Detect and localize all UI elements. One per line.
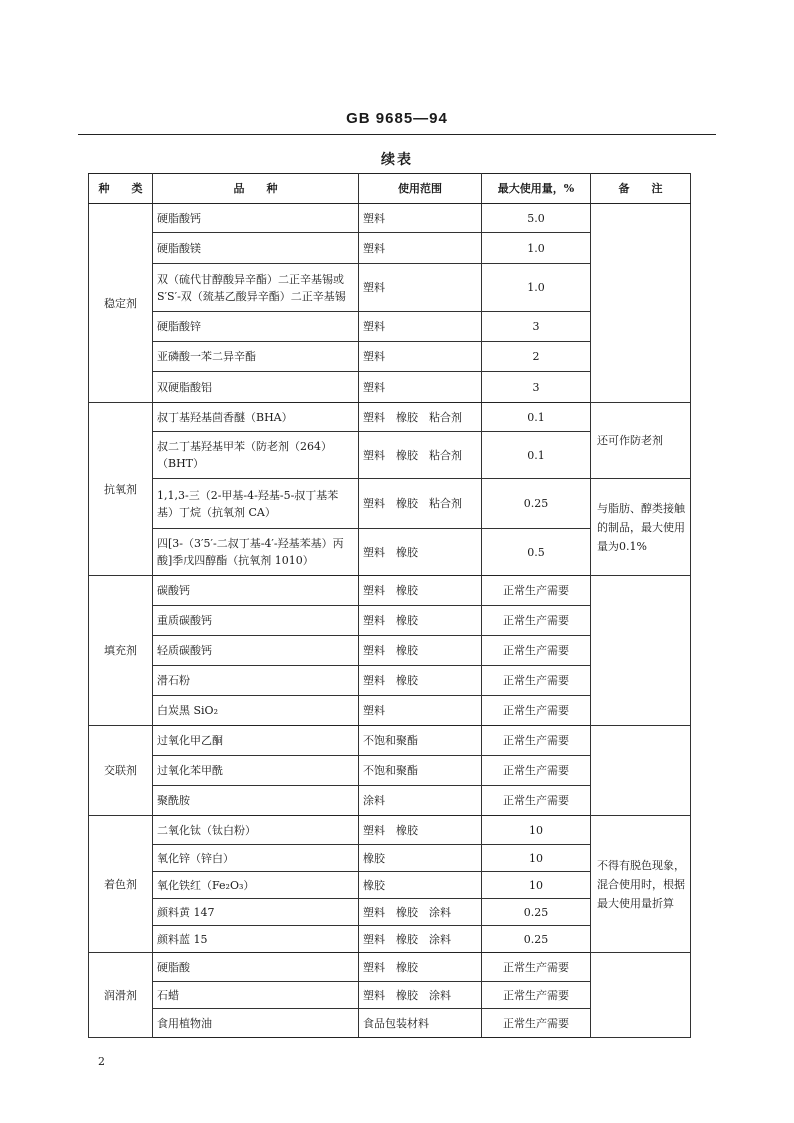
variety-cell: 1,1,3-三（2-甲基-4-羟基-5-叔丁基苯基）丁烷（抗氧剂 CA） — [153, 479, 359, 529]
max-usage-cell: 正常生产需要 — [482, 666, 591, 696]
variety-cell: 聚酰胺 — [153, 786, 359, 816]
table-row — [89, 204, 691, 233]
col-header-max-usage: 最大使用量，% — [482, 174, 591, 204]
max-usage-cell: 正常生产需要 — [482, 606, 591, 636]
additive-table — [88, 173, 691, 1038]
variety-cell: 氧化锌（锌白） — [153, 845, 359, 872]
scope-cell: 塑料 橡胶 涂料 — [359, 982, 482, 1009]
variety-cell: 过氧化甲乙酮 — [153, 726, 359, 756]
variety-cell: 叔二丁基羟基甲苯（防老剂（264）（BHT） — [153, 432, 359, 479]
col-header-category: 种 类 — [89, 174, 153, 204]
scope-cell: 不饱和聚酯 — [359, 756, 482, 786]
variety-cell: 氧化铁红（Fe₂O₃） — [153, 872, 359, 899]
category-cell: 填充剂 — [89, 576, 153, 726]
max-usage-cell: 10 — [482, 816, 591, 845]
category-cell: 稳定剂 — [89, 204, 153, 403]
max-usage-cell: 正常生产需要 — [482, 636, 591, 666]
scope-cell: 塑料 — [359, 264, 482, 312]
variety-cell: 硬脂酸钙 — [153, 204, 359, 233]
variety-cell: 双硬脂酸铝 — [153, 372, 359, 403]
max-usage-cell: 0.1 — [482, 403, 591, 432]
remarks-cell — [591, 204, 691, 403]
variety-cell: 亚磷酸一苯二异辛酯 — [153, 342, 359, 372]
variety-cell: 硬脂酸镁 — [153, 233, 359, 264]
max-usage-cell: 3 — [482, 372, 591, 403]
scope-cell: 橡胶 — [359, 845, 482, 872]
variety-cell: 硬脂酸锌 — [153, 312, 359, 342]
max-usage-cell: 0.25 — [482, 899, 591, 926]
variety-cell: 颜料黄 147 — [153, 899, 359, 926]
scope-cell: 塑料 橡胶 — [359, 636, 482, 666]
scope-cell: 塑料 橡胶 涂料 — [359, 926, 482, 953]
max-usage-cell: 1.0 — [482, 233, 591, 264]
scope-cell: 塑料 — [359, 342, 482, 372]
scope-cell: 不饱和聚酯 — [359, 726, 482, 756]
max-usage-cell: 10 — [482, 872, 591, 899]
variety-cell: 滑石粉 — [153, 666, 359, 696]
category-cell: 润滑剂 — [89, 953, 153, 1038]
scope-cell: 塑料 橡胶 — [359, 606, 482, 636]
scope-cell: 塑料 — [359, 204, 482, 233]
scope-cell: 塑料 — [359, 312, 482, 342]
scope-cell: 涂料 — [359, 786, 482, 816]
max-usage-cell: 正常生产需要 — [482, 953, 591, 982]
remarks-cell: 不得有脱色现象，混合使用时，根据最大使用量折算 — [591, 816, 691, 953]
variety-cell: 过氧化苯甲酰 — [153, 756, 359, 786]
table-header-row — [89, 174, 691, 204]
remarks-cell — [591, 953, 691, 1038]
table-row — [89, 479, 691, 529]
variety-cell: 双（硫代甘醇酸异辛酯）二正辛基锡或S′S′-双（巯基乙酸异辛酯）二正辛基锡 — [153, 264, 359, 312]
page-number: 2 — [98, 1055, 105, 1068]
max-usage-cell: 0.25 — [482, 926, 591, 953]
variety-cell: 轻质碳酸钙 — [153, 636, 359, 666]
scope-cell: 塑料 橡胶 — [359, 529, 482, 576]
scope-cell: 塑料 — [359, 233, 482, 264]
max-usage-cell: 正常生产需要 — [482, 696, 591, 726]
table-row — [89, 576, 691, 606]
max-usage-cell: 正常生产需要 — [482, 576, 591, 606]
table-title: 续表 — [381, 152, 413, 168]
scope-cell: 橡胶 — [359, 872, 482, 899]
scope-cell: 塑料 橡胶 — [359, 816, 482, 845]
max-usage-cell: 正常生产需要 — [482, 726, 591, 756]
variety-cell: 白炭黑 SiO₂ — [153, 696, 359, 726]
variety-cell: 四[3-（3′5′-二叔丁基-4′-羟基苯基）丙酸]季戊四醇酯（抗氧剂 1010） — [153, 529, 359, 576]
remarks-cell: 与脂肪、醇类接触的制品，最大使用量为0.1% — [591, 479, 691, 576]
scope-cell: 塑料 — [359, 372, 482, 403]
variety-cell: 叔丁基羟基茴香醚（BHA） — [153, 403, 359, 432]
table-row — [89, 816, 691, 845]
table-row — [89, 953, 691, 982]
col-header-variety: 品 种 — [153, 174, 359, 204]
table-row — [89, 403, 691, 432]
max-usage-cell: 0.1 — [482, 432, 591, 479]
max-usage-cell: 2 — [482, 342, 591, 372]
scope-cell: 塑料 橡胶 粘合剂 — [359, 479, 482, 529]
table-row — [89, 726, 691, 756]
variety-cell: 石蜡 — [153, 982, 359, 1009]
remarks-cell: 还可作防老剂 — [591, 403, 691, 479]
scope-cell: 塑料 橡胶 — [359, 576, 482, 606]
max-usage-cell: 3 — [482, 312, 591, 342]
max-usage-cell: 正常生产需要 — [482, 1009, 591, 1038]
scope-cell: 食品包装材料 — [359, 1009, 482, 1038]
remarks-cell — [591, 726, 691, 816]
max-usage-cell: 正常生产需要 — [482, 756, 591, 786]
col-header-scope: 使用范围 — [359, 174, 482, 204]
variety-cell: 食用植物油 — [153, 1009, 359, 1038]
max-usage-cell: 0.25 — [482, 479, 591, 529]
variety-cell: 二氧化钛（钛白粉） — [153, 816, 359, 845]
max-usage-cell: 1.0 — [482, 264, 591, 312]
scope-cell: 塑料 橡胶 粘合剂 — [359, 403, 482, 432]
standard-code: GB 9685—94 — [346, 110, 448, 127]
scope-cell: 塑料 橡胶 粘合剂 — [359, 432, 482, 479]
variety-cell: 硬脂酸 — [153, 953, 359, 982]
category-cell: 交联剂 — [89, 726, 153, 816]
scope-cell: 塑料 橡胶 涂料 — [359, 899, 482, 926]
max-usage-cell: 正常生产需要 — [482, 982, 591, 1009]
header-rule — [78, 134, 716, 135]
remarks-cell — [591, 576, 691, 726]
scope-cell: 塑料 — [359, 696, 482, 726]
variety-cell: 碳酸钙 — [153, 576, 359, 606]
variety-cell: 重质碳酸钙 — [153, 606, 359, 636]
max-usage-cell: 正常生产需要 — [482, 786, 591, 816]
max-usage-cell: 5.0 — [482, 204, 591, 233]
category-cell: 抗氧剂 — [89, 403, 153, 576]
variety-cell: 颜料蓝 15 — [153, 926, 359, 953]
scope-cell: 塑料 橡胶 — [359, 953, 482, 982]
scope-cell: 塑料 橡胶 — [359, 666, 482, 696]
col-header-remarks: 备 注 — [591, 174, 691, 204]
category-cell: 着色剂 — [89, 816, 153, 953]
max-usage-cell: 10 — [482, 845, 591, 872]
max-usage-cell: 0.5 — [482, 529, 591, 576]
